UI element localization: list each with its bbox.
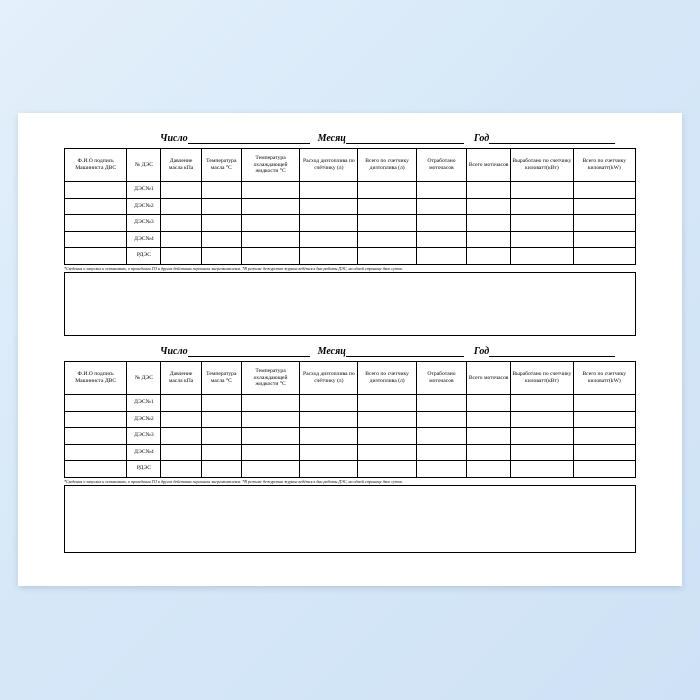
col-header-oilpressure-1: Давление масла кПа [161, 149, 201, 182]
cell-enginehourstotal[interactable] [467, 198, 511, 215]
date-field-chislo-2[interactable] [160, 346, 310, 357]
col-header-kwtotal-1: Всего по счетчику киловатт(kW) [573, 149, 635, 182]
row-label-rdes: РДЭС [127, 248, 161, 265]
cell-oiltemp[interactable] [201, 248, 241, 265]
cell-enginehourstotal[interactable] [467, 231, 511, 248]
cell-enginehourstotal[interactable] [467, 182, 511, 199]
cell-fueltotal[interactable] [358, 395, 416, 412]
cell-fio[interactable] [65, 182, 127, 199]
cell-fueltotal[interactable] [358, 215, 416, 232]
table-row [65, 428, 636, 445]
cell-coolanttemp[interactable] [241, 248, 299, 265]
cell-fueltotal[interactable] [358, 198, 416, 215]
table-row [65, 411, 636, 428]
col-header-enginehours-2: Отработано моточасов [416, 362, 466, 395]
cell-fueltotal[interactable] [358, 182, 416, 199]
god-rule-1[interactable] [489, 133, 615, 144]
cell-fueltotal[interactable] [358, 231, 416, 248]
col-header-kwproduced-1: Выработано по счетчику киловатт(кВт) [511, 149, 573, 182]
cell-kwtotal[interactable] [573, 215, 635, 232]
date-field-chislo-1[interactable] [160, 133, 310, 144]
god-rule-2[interactable] [489, 346, 615, 357]
cell-kwproduced[interactable] [511, 231, 573, 248]
col-header-fuelconsumption-1: Расход дизтоплива по счётчику (л) [300, 149, 358, 182]
date-bar-1 [64, 128, 636, 144]
table-row [65, 215, 636, 232]
cell-oilpressure[interactable] [161, 215, 201, 232]
table-row [65, 231, 636, 248]
cell-coolanttemp[interactable] [241, 231, 299, 248]
cell-kwproduced[interactable] [511, 182, 573, 199]
cell-kwproduced[interactable] [511, 411, 573, 428]
date-field-god-1[interactable] [474, 133, 615, 144]
cell-fuelconsumption[interactable] [300, 182, 358, 199]
cell-coolanttemp[interactable] [241, 198, 299, 215]
table-header-row-1 [65, 149, 636, 182]
table-row [65, 395, 636, 412]
cell-coolanttemp[interactable] [241, 215, 299, 232]
cell-kwtotal[interactable] [573, 411, 635, 428]
cell-fuelconsumption[interactable] [300, 461, 358, 478]
col-header-kwproduced-2: Выработано по счетчику киловатт(кВт) [511, 362, 573, 395]
col-header-des-1: № ДЭС [127, 149, 161, 182]
cell-oiltemp[interactable] [201, 198, 241, 215]
table-row [65, 444, 636, 461]
cell-fio[interactable] [65, 215, 127, 232]
cell-fio[interactable] [65, 428, 127, 445]
god-label-2: Год [473, 346, 490, 357]
cell-fuelconsumption[interactable] [300, 395, 358, 412]
col-header-coolanttemp-2: Температура охлаждающей жидкости °С [241, 362, 299, 395]
date-field-mesyats-1[interactable] [318, 133, 464, 144]
row-label-des1: ДЭС№1 [127, 182, 161, 199]
col-header-oiltemp-2: Температура масла °С [201, 362, 241, 395]
cell-oilpressure[interactable] [161, 461, 201, 478]
cell-oilpressure[interactable] [161, 198, 201, 215]
cell-oilpressure[interactable] [161, 428, 201, 445]
row-label-des4: ДЭС№4 [127, 444, 161, 461]
table-row [65, 461, 636, 478]
cell-oilpressure[interactable] [161, 231, 201, 248]
cell-kwproduced[interactable] [511, 248, 573, 265]
col-header-oiltemp-1: Температура масла °С [201, 149, 241, 182]
cell-coolanttemp[interactable] [241, 444, 299, 461]
data-table-2 [64, 361, 636, 478]
cell-kwproduced[interactable] [511, 428, 573, 445]
col-header-enginehourstotal-2: Всего моточасов [467, 362, 511, 395]
chislo-label-1: Число [160, 133, 188, 144]
cell-kwtotal[interactable] [573, 395, 635, 412]
cell-oiltemp[interactable] [201, 182, 241, 199]
cell-oilpressure[interactable] [161, 411, 201, 428]
form-block-2 [64, 341, 636, 553]
cell-fuelconsumption[interactable] [300, 248, 358, 265]
mesyats-label-2: Месяц [317, 346, 346, 357]
col-header-fuelconsumption-2: Расход дизтоплива по счётчику (л) [300, 362, 358, 395]
cell-fuelconsumption[interactable] [300, 444, 358, 461]
cell-oilpressure[interactable] [161, 395, 201, 412]
cell-enginehourstotal[interactable] [467, 395, 511, 412]
cell-fuelconsumption[interactable] [300, 231, 358, 248]
cell-oiltemp[interactable] [201, 395, 241, 412]
cell-enginehours[interactable] [416, 461, 466, 478]
cell-fio[interactable] [65, 395, 127, 412]
cell-fueltotal[interactable] [358, 444, 416, 461]
cell-kwproduced[interactable] [511, 395, 573, 412]
row-label-rdes: РДЭС [127, 461, 161, 478]
cell-oiltemp[interactable] [201, 444, 241, 461]
cell-kwtotal[interactable] [573, 461, 635, 478]
cell-kwtotal[interactable] [573, 231, 635, 248]
mesyats-rule-2[interactable] [346, 346, 464, 357]
col-header-enginehourstotal-1: Всего моточасов [467, 149, 511, 182]
footnote-1: *Сведения о запусках и остановках, о проведении ТО и других действиях персонала энергокомплекса. *В режиме дежурства журнал ведётся в дни работы ДЭС, на одной странице двое суток. [64, 265, 403, 271]
col-header-coolanttemp-1: Температура охлаждающей жидкости °С [241, 149, 299, 182]
cell-fuelconsumption[interactable] [300, 428, 358, 445]
row-label-des2: ДЭС№2 [127, 198, 161, 215]
chislo-label-2: Число [160, 346, 188, 357]
cell-fio[interactable] [65, 198, 127, 215]
mesyats-label-1: Месяц [317, 133, 346, 144]
table-row [65, 198, 636, 215]
cell-kwproduced[interactable] [511, 461, 573, 478]
cell-fueltotal[interactable] [358, 248, 416, 265]
cell-kwproduced[interactable] [511, 215, 573, 232]
cell-oiltemp[interactable] [201, 428, 241, 445]
cell-coolanttemp[interactable] [241, 461, 299, 478]
cell-enginehours[interactable] [416, 395, 466, 412]
cell-kwtotal[interactable] [573, 198, 635, 215]
cell-oilpressure[interactable] [161, 444, 201, 461]
cell-enginehours[interactable] [416, 248, 466, 265]
cell-fio[interactable] [65, 248, 127, 265]
date-field-mesyats-2[interactable] [318, 346, 464, 357]
cell-oilpressure[interactable] [161, 182, 201, 199]
notes-box-1[interactable] [64, 272, 636, 336]
date-bar-2 [64, 341, 636, 357]
cell-enginehourstotal[interactable] [467, 215, 511, 232]
data-table-1 [64, 148, 636, 265]
cell-enginehourstotal[interactable] [467, 461, 511, 478]
document-sheet [18, 113, 682, 586]
col-header-fueltotal-1: Всего по счетчику дизтоплива (л) [358, 149, 416, 182]
notes-box-2[interactable] [64, 485, 636, 553]
row-label-des1: ДЭС№1 [127, 395, 161, 412]
cell-enginehourstotal[interactable] [467, 444, 511, 461]
cell-kwtotal[interactable] [573, 248, 635, 265]
cell-coolanttemp[interactable] [241, 182, 299, 199]
col-header-fio-2: Ф.И.О подпись Машиниста ДВС [65, 362, 127, 395]
form-block-1 [64, 128, 636, 336]
cell-fio[interactable] [65, 444, 127, 461]
col-header-des-2: № ДЭС [127, 362, 161, 395]
god-label-1: Год [473, 133, 490, 144]
table-row [65, 182, 636, 199]
row-label-des3: ДЭС№3 [127, 428, 161, 445]
row-label-des4: ДЭС№4 [127, 231, 161, 248]
cell-oiltemp[interactable] [201, 231, 241, 248]
cell-coolanttemp[interactable] [241, 428, 299, 445]
row-label-des2: ДЭС№2 [127, 411, 161, 428]
cell-kwproduced[interactable] [511, 198, 573, 215]
chislo-rule-1[interactable] [188, 133, 310, 144]
cell-enginehours[interactable] [416, 411, 466, 428]
cell-kwtotal[interactable] [573, 444, 635, 461]
cell-fueltotal[interactable] [358, 428, 416, 445]
cell-oiltemp[interactable] [201, 461, 241, 478]
cell-coolanttemp[interactable] [241, 395, 299, 412]
cell-fio[interactable] [65, 231, 127, 248]
cell-fuelconsumption[interactable] [300, 411, 358, 428]
col-header-oilpressure-2: Давление масла кПа [161, 362, 201, 395]
chislo-rule-2[interactable] [188, 346, 310, 357]
cell-enginehours[interactable] [416, 215, 466, 232]
cell-enginehours[interactable] [416, 428, 466, 445]
cell-enginehours[interactable] [416, 231, 466, 248]
cell-fueltotal[interactable] [358, 461, 416, 478]
cell-fio[interactable] [65, 411, 127, 428]
table-header-row-2 [65, 362, 636, 395]
cell-fuelconsumption[interactable] [300, 215, 358, 232]
col-header-fueltotal-2: Всего по счетчику дизтоплива (л) [358, 362, 416, 395]
cell-oiltemp[interactable] [201, 411, 241, 428]
cell-enginehours[interactable] [416, 198, 466, 215]
cell-enginehours[interactable] [416, 182, 466, 199]
cell-kwtotal[interactable] [573, 428, 635, 445]
cell-kwtotal[interactable] [573, 182, 635, 199]
cell-enginehourstotal[interactable] [467, 248, 511, 265]
mesyats-rule-1[interactable] [346, 133, 464, 144]
date-field-god-2[interactable] [474, 346, 615, 357]
cell-enginehours[interactable] [416, 444, 466, 461]
cell-oilpressure[interactable] [161, 248, 201, 265]
row-label-des3: ДЭС№3 [127, 215, 161, 232]
col-header-enginehours-1: Отработано моточасов [416, 149, 466, 182]
cell-fio[interactable] [65, 461, 127, 478]
cell-coolanttemp[interactable] [241, 411, 299, 428]
table-row [65, 248, 636, 265]
cell-fueltotal[interactable] [358, 411, 416, 428]
cell-enginehourstotal[interactable] [467, 411, 511, 428]
col-header-fio-1: Ф.И.О подпись Машиниста ДВС [65, 149, 127, 182]
col-header-kwtotal-2: Всего по счетчику киловатт(kW) [573, 362, 635, 395]
footnote-2: *Сведения о запусках и остановках, о проведении ТО и других действиях персонала энергокомплекса. *В режиме дежурства журнал ведётся в дни работы ДЭС, на одной странице двое суток. [64, 478, 403, 484]
cell-enginehourstotal[interactable] [467, 428, 511, 445]
cell-kwproduced[interactable] [511, 444, 573, 461]
cell-oiltemp[interactable] [201, 215, 241, 232]
cell-fuelconsumption[interactable] [300, 198, 358, 215]
